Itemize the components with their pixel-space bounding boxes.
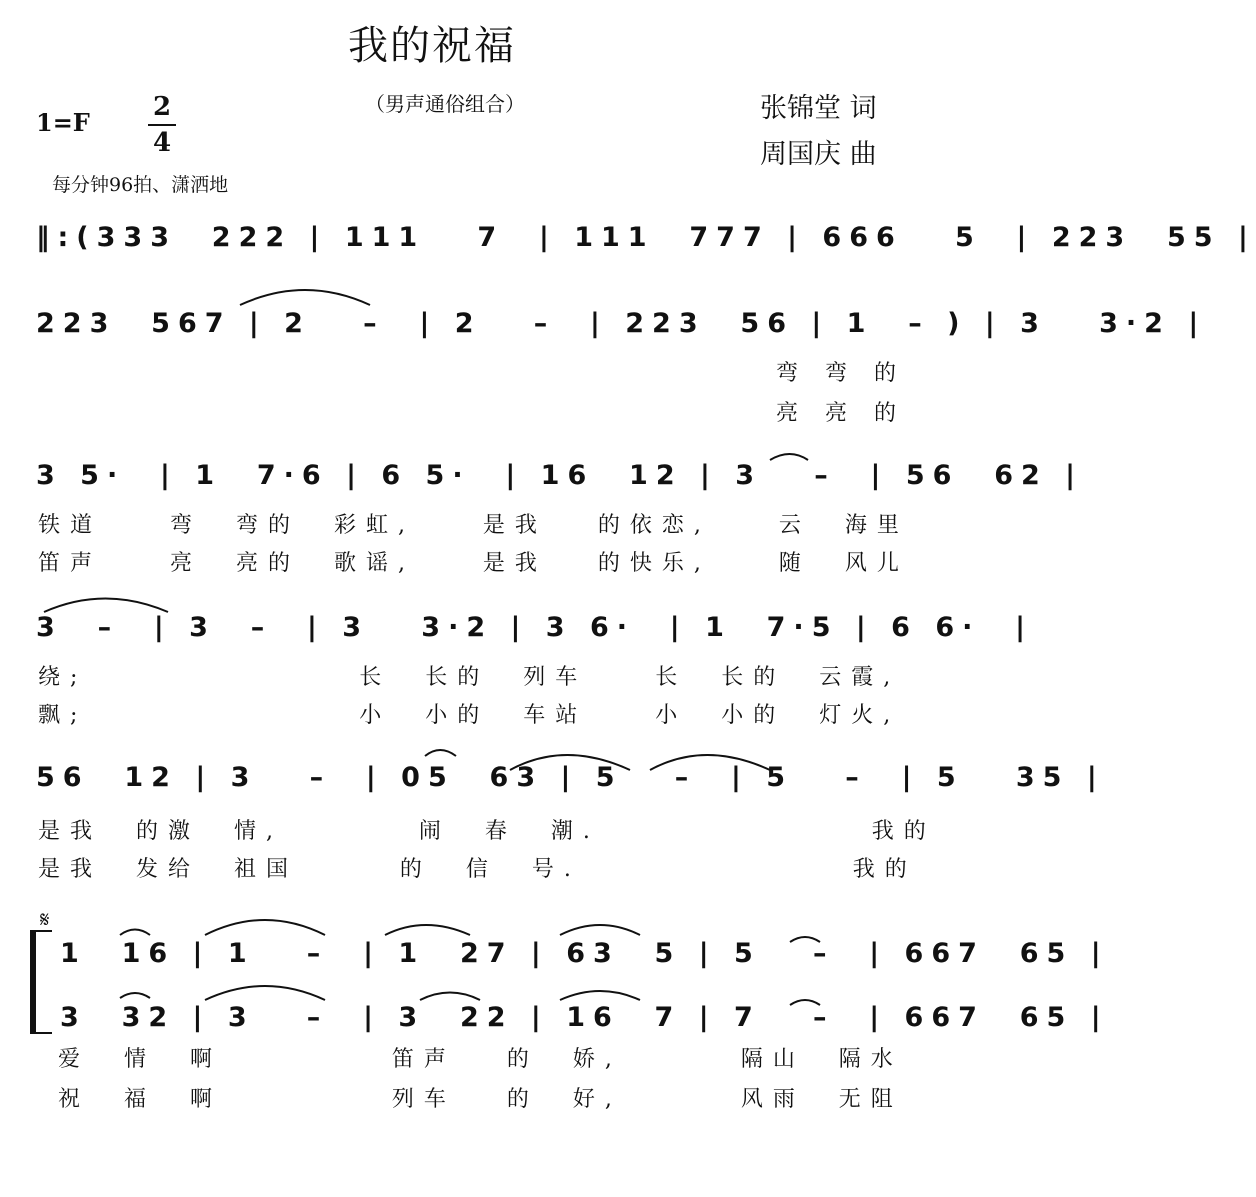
slur-arc: [385, 925, 470, 935]
tie-arc: [560, 925, 640, 935]
tie-arc: [240, 290, 370, 305]
lyric-line-1: 是我 的激 情, 闹 春 潮. 我的: [38, 819, 936, 844]
tie-arc: [205, 986, 325, 1000]
tie-arc: [650, 755, 770, 770]
lyric-line-1: 绕; 长 长的 列车 长 长的 云霞,: [38, 665, 901, 690]
slur-arc: [425, 750, 456, 756]
notation-line: 3 – | 3 – | 3 3·2 | 3 6· | 1 7·5 | 6 6· |: [36, 612, 1034, 643]
lyric-line-2: 是我 发给 祖国 的 信 号. 我的: [38, 857, 917, 882]
notation-line: 3 5· | 1 7·6 | 6 5· | 16 12 | 3 – | 56 62 |: [36, 460, 1084, 491]
lyric-line-1: 爱 情 啊 笛声 的 娇, 隔山 隔水: [58, 1047, 903, 1072]
tie-arc: [205, 920, 325, 935]
lyric-line-2: 飘; 小 小的 车站 小 小的 灯火,: [38, 703, 901, 728]
notation-line: 223 567 | 2 – | 2 – | 223 56 | 1 – ) | 3 3·2 |: [36, 308, 1207, 339]
key-signature: 1=F: [36, 108, 90, 137]
tie-arc: [510, 755, 630, 770]
lyric-line-2: 祝 福 啊 列车 的 好, 风雨 无阻: [58, 1087, 903, 1112]
time-signature-top: 2: [152, 92, 172, 122]
slur-arc: [790, 937, 820, 942]
subtitle: （男声通俗组合）: [365, 92, 525, 116]
page-title: 我的祝福: [348, 23, 516, 69]
segno-sign: 𝄋: [40, 908, 50, 933]
slur-arc: [120, 930, 150, 936]
slur-arc: [120, 993, 150, 998]
lyric-line-1: 弯 弯 的: [776, 361, 906, 386]
lyric-line-2: 笛声 亮 亮的 歌谣, 是我 的快乐, 随 风儿: [38, 551, 909, 576]
notation-line: ‖:(333 222 | 111 7 | 111 777 | 666 5 | 223 55 |: [36, 222, 1256, 253]
tie-arc: [44, 599, 168, 613]
notation-line: 56 12 | 3 – | 05 63 | 5 – | 5 – | 5 35 |: [36, 762, 1105, 793]
tempo-marking: 每分钟96拍、潇洒地: [52, 174, 229, 196]
notation-line-lower: 3 32 | 3 – | 3 22 | 16 7 | 7 – | 667 65 |: [60, 1002, 1109, 1033]
lyricist-credit: 张锦堂 词: [760, 93, 877, 124]
lyric-line-1: 铁道 弯 弯的 彩虹, 是我 的依恋, 云 海里: [38, 513, 909, 538]
notation-line-upper: 1 16 | 1 – | 1 27 | 63 5 | 5 – | 667 65 |: [60, 938, 1109, 969]
time-signature-bottom: 4: [152, 128, 172, 158]
slur-arc: [770, 454, 808, 460]
slur-arc: [790, 1000, 820, 1005]
slur-arc: [420, 993, 480, 1001]
lyric-line-2: 亮 亮 的: [776, 401, 906, 426]
tie-arc: [560, 991, 640, 1000]
composer-credit: 周国庆 曲: [760, 139, 877, 170]
